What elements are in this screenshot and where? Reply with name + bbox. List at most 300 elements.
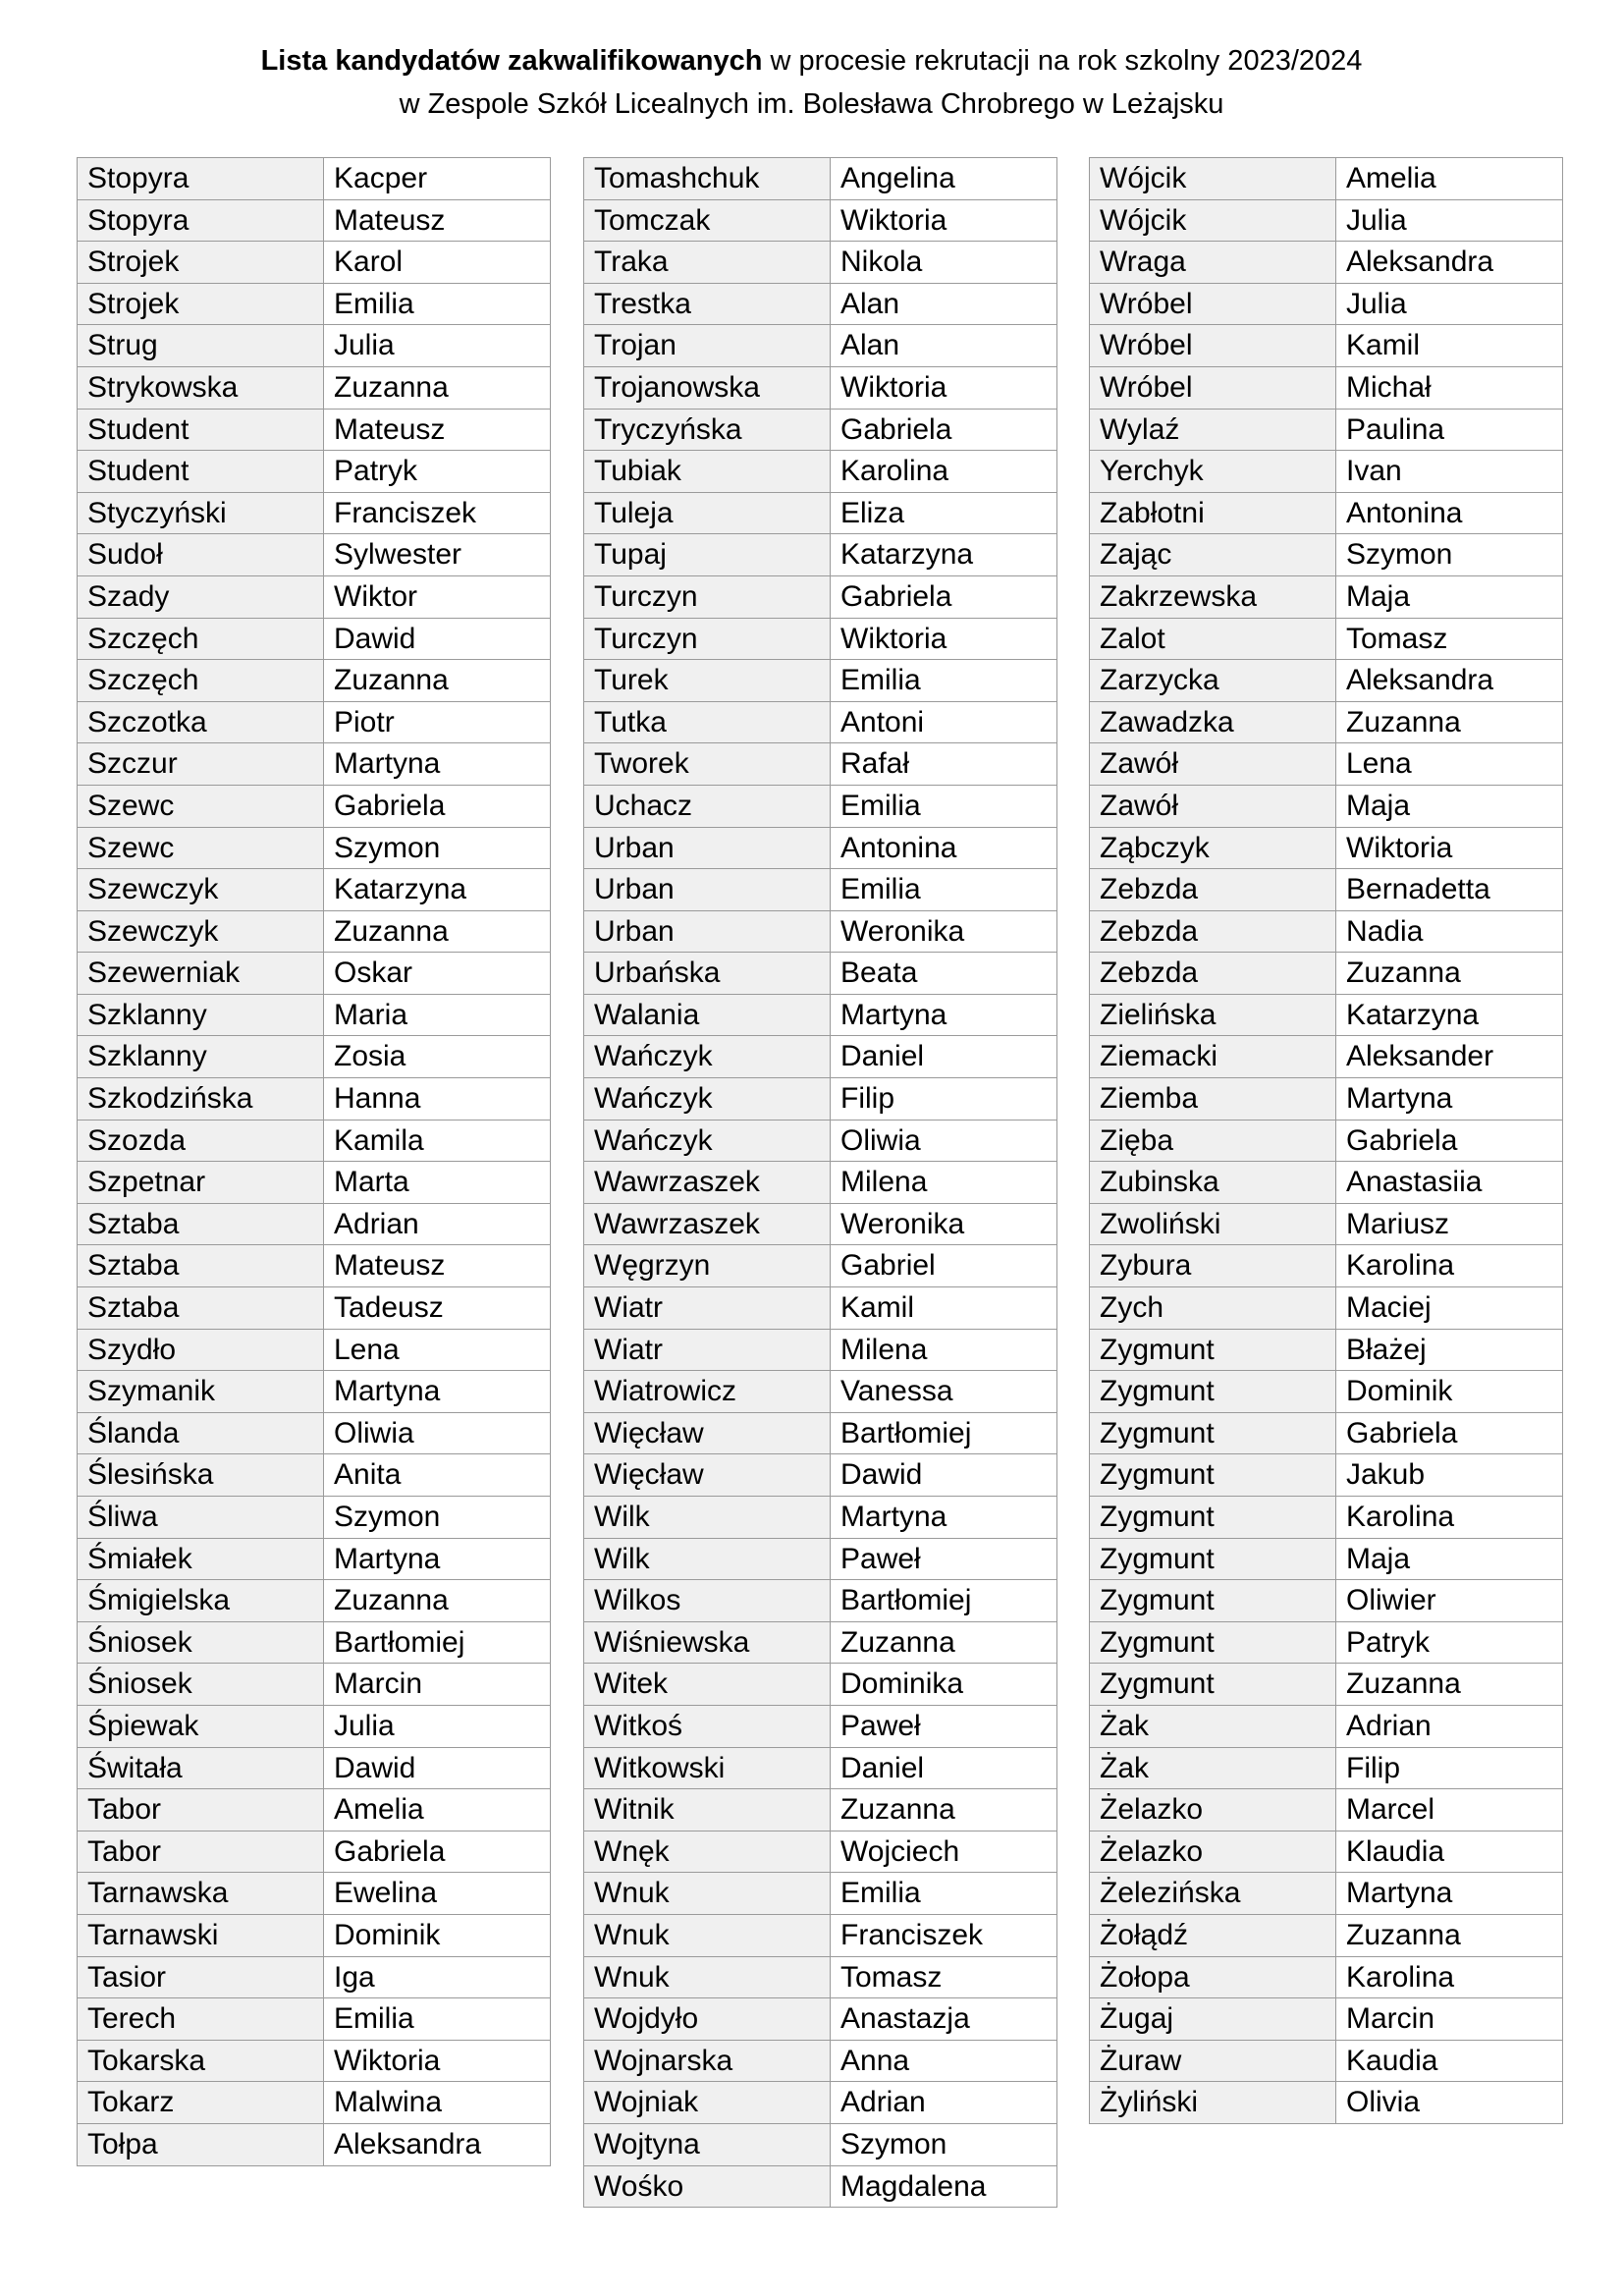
first-name-cell: Michał: [1336, 366, 1563, 409]
first-name-cell: Paulina: [1336, 409, 1563, 451]
first-name-cell: Gabriel: [831, 1245, 1057, 1287]
table-row: [1090, 1747, 1563, 1789]
first-name-cell: Amelia: [1336, 158, 1563, 200]
surname-cell: Uchacz: [584, 785, 831, 827]
surname-cell: Więcław: [584, 1412, 831, 1454]
first-name-cell: Maja: [1336, 1538, 1563, 1580]
first-name-cell: Zuzanna: [324, 660, 551, 702]
table-row: [78, 785, 551, 827]
surname-cell: Tubiak: [584, 451, 831, 493]
table-row: [584, 325, 1057, 367]
first-name-cell: Julia: [1336, 283, 1563, 325]
first-name-cell: Kamil: [831, 1287, 1057, 1330]
first-name-cell: Maria: [324, 994, 551, 1036]
first-name-cell: Gabriela: [1336, 1412, 1563, 1454]
table-row: [584, 283, 1057, 325]
first-name-cell: Emilia: [831, 660, 1057, 702]
surname-cell: Śmigielska: [78, 1580, 324, 1622]
table-row: [584, 409, 1057, 451]
first-name-cell: Iga: [324, 1956, 551, 1998]
surname-cell: Zych: [1090, 1287, 1336, 1330]
first-name-cell: Nikola: [831, 242, 1057, 284]
table-row: [584, 1538, 1057, 1580]
first-name-cell: Tadeusz: [324, 1287, 551, 1330]
table-row: [78, 199, 551, 242]
surname-cell: Szczęch: [78, 660, 324, 702]
first-name-cell: Oliwier: [1336, 1580, 1563, 1622]
first-name-cell: Alan: [831, 283, 1057, 325]
table-row: [584, 1998, 1057, 2041]
table-row: [78, 1998, 551, 2041]
first-name-cell: Oskar: [324, 953, 551, 995]
surname-cell: Tryczyńska: [584, 409, 831, 451]
table-row: [78, 701, 551, 743]
surname-cell: Wójcik: [1090, 199, 1336, 242]
table-row: [584, 366, 1057, 409]
first-name-cell: Martyna: [324, 1371, 551, 1413]
surname-cell: Sudoł: [78, 534, 324, 576]
surname-cell: Zalot: [1090, 618, 1336, 660]
surname-cell: Zubinska: [1090, 1162, 1336, 1204]
table-row: [78, 1831, 551, 1873]
table-row: [1090, 1956, 1563, 1998]
table-body: [1090, 158, 1563, 2124]
table-row: [1090, 451, 1563, 493]
surname-cell: Zygmunt: [1090, 1580, 1336, 1622]
surname-cell: Tabor: [78, 1831, 324, 1873]
table-row: [1090, 1789, 1563, 1831]
candidates-table-column-1: [77, 157, 551, 2166]
table-row: [584, 1120, 1057, 1162]
first-name-cell: Martyna: [1336, 1873, 1563, 1915]
first-name-cell: Patryk: [1336, 1621, 1563, 1664]
first-name-cell: Aleksandra: [1336, 660, 1563, 702]
document-subtitle: w Zespole Szkół Licealnych im. Bolesława Chrobrego w Leżajsku: [399, 88, 1224, 120]
first-name-cell: Lena: [324, 1329, 551, 1371]
first-name-cell: Karolina: [831, 451, 1057, 493]
table-row: [1090, 1412, 1563, 1454]
table-row: [1090, 1036, 1563, 1078]
surname-cell: Wojnarska: [584, 2040, 831, 2082]
surname-cell: Węgrzyn: [584, 1245, 831, 1287]
surname-cell: Wójcik: [1090, 158, 1336, 200]
first-name-cell: Szymon: [1336, 534, 1563, 576]
first-name-cell: Oliwia: [324, 1412, 551, 1454]
table-row: [584, 701, 1057, 743]
first-name-cell: Gabriela: [831, 409, 1057, 451]
table-row: [1090, 158, 1563, 200]
table-row: [584, 953, 1057, 995]
table-row: [78, 1412, 551, 1454]
first-name-cell: Katarzyna: [324, 869, 551, 911]
table-row: [78, 409, 551, 451]
first-name-cell: Karolina: [1336, 1497, 1563, 1539]
first-name-cell: Wiktoria: [1336, 827, 1563, 869]
first-name-cell: Dominik: [1336, 1371, 1563, 1413]
first-name-cell: Filip: [1336, 1747, 1563, 1789]
table-row: [78, 158, 551, 200]
surname-cell: Szewc: [78, 785, 324, 827]
candidates-table-column-2: [583, 157, 1057, 2208]
surname-cell: Żołądź: [1090, 1914, 1336, 1956]
surname-cell: Śliwa: [78, 1497, 324, 1539]
first-name-cell: Zuzanna: [831, 1789, 1057, 1831]
first-name-cell: Antonina: [1336, 492, 1563, 534]
first-name-cell: Martyna: [831, 1497, 1057, 1539]
table-row: [584, 910, 1057, 953]
first-name-cell: Dawid: [831, 1454, 1057, 1497]
first-name-cell: Julia: [324, 325, 551, 367]
first-name-cell: Wiktoria: [831, 618, 1057, 660]
table-row: [78, 1580, 551, 1622]
surname-cell: Zięba: [1090, 1120, 1336, 1162]
first-name-cell: Karolina: [1336, 1245, 1563, 1287]
first-name-cell: Emilia: [831, 785, 1057, 827]
first-name-cell: Tomasz: [1336, 618, 1563, 660]
table-row: [1090, 1873, 1563, 1915]
surname-cell: Tuleja: [584, 492, 831, 534]
surname-cell: Tołpa: [78, 2123, 324, 2165]
surname-cell: Wnuk: [584, 1873, 831, 1915]
first-name-cell: Jakub: [1336, 1454, 1563, 1497]
surname-cell: Tokarz: [78, 2082, 324, 2124]
surname-cell: Tasior: [78, 1956, 324, 1998]
surname-cell: Trestka: [584, 283, 831, 325]
surname-cell: Zygmunt: [1090, 1412, 1336, 1454]
first-name-cell: Zuzanna: [1336, 953, 1563, 995]
table-row: [1090, 242, 1563, 284]
table-row: [584, 1873, 1057, 1915]
document-title: [0, 39, 1623, 82]
first-name-cell: Kamila: [324, 1120, 551, 1162]
surname-cell: Terech: [78, 1998, 324, 2041]
surname-cell: Żugaj: [1090, 1998, 1336, 2041]
table-row: [584, 158, 1057, 200]
first-name-cell: Katarzyna: [831, 534, 1057, 576]
first-name-cell: Ivan: [1336, 451, 1563, 493]
first-name-cell: Amelia: [324, 1789, 551, 1831]
table-row: [1090, 283, 1563, 325]
surname-cell: Tarnawski: [78, 1914, 324, 1956]
surname-cell: Szymanik: [78, 1371, 324, 1413]
table-row: [584, 743, 1057, 786]
first-name-cell: Bartłomiej: [324, 1621, 551, 1664]
surname-cell: Wróbel: [1090, 366, 1336, 409]
first-name-cell: Błażej: [1336, 1329, 1563, 1371]
first-name-cell: Martyna: [1336, 1078, 1563, 1121]
table-row: [1090, 409, 1563, 451]
candidates-table-column-3: [1089, 157, 1563, 2124]
surname-cell: Urbańska: [584, 953, 831, 995]
table-row: [78, 743, 551, 786]
first-name-cell: Piotr: [324, 701, 551, 743]
table-row: [584, 1956, 1057, 1998]
first-name-cell: Mateusz: [324, 199, 551, 242]
surname-cell: Zygmunt: [1090, 1664, 1336, 1706]
surname-cell: Wiatrowicz: [584, 1371, 831, 1413]
table-row: [1090, 827, 1563, 869]
table-row: [1090, 1664, 1563, 1706]
table-row: [78, 2082, 551, 2124]
first-name-cell: Malwina: [324, 2082, 551, 2124]
table-row: [584, 1412, 1057, 1454]
surname-cell: Wawrzaszek: [584, 1162, 831, 1204]
first-name-cell: Bernadetta: [1336, 869, 1563, 911]
table-row: [1090, 366, 1563, 409]
table-row: [1090, 492, 1563, 534]
table-body: [584, 158, 1057, 2208]
surname-cell: Urban: [584, 869, 831, 911]
table-row: [1090, 1287, 1563, 1330]
surname-cell: Strojek: [78, 242, 324, 284]
table-row: [1090, 1245, 1563, 1287]
table-row: [78, 1497, 551, 1539]
surname-cell: Wańczyk: [584, 1120, 831, 1162]
first-name-cell: Wiktor: [324, 575, 551, 618]
surname-cell: Sztaba: [78, 1287, 324, 1330]
table-row: [78, 869, 551, 911]
surname-cell: Śniosek: [78, 1621, 324, 1664]
first-name-cell: Filip: [831, 1078, 1057, 1121]
surname-cell: Zwoliński: [1090, 1203, 1336, 1245]
first-name-cell: Wiktoria: [324, 2040, 551, 2082]
surname-cell: Szewczyk: [78, 910, 324, 953]
first-name-cell: Kaudia: [1336, 2040, 1563, 2082]
surname-cell: Szydło: [78, 1329, 324, 1371]
surname-cell: Ząbczyk: [1090, 827, 1336, 869]
surname-cell: Wylaź: [1090, 409, 1336, 451]
surname-cell: Wańczyk: [584, 1078, 831, 1121]
first-name-cell: Nadia: [1336, 910, 1563, 953]
surname-cell: Tomashchuk: [584, 158, 831, 200]
first-name-cell: Paweł: [831, 1705, 1057, 1747]
first-name-cell: Adrian: [831, 2082, 1057, 2124]
surname-cell: Wróbel: [1090, 283, 1336, 325]
surname-cell: Wnuk: [584, 1956, 831, 1998]
surname-cell: Wiśniewska: [584, 1621, 831, 1664]
first-name-cell: Rafał: [831, 743, 1057, 786]
surname-cell: Szczur: [78, 743, 324, 786]
surname-cell: Zarzycka: [1090, 660, 1336, 702]
first-name-cell: Weronika: [831, 910, 1057, 953]
surname-cell: Traka: [584, 242, 831, 284]
first-name-cell: Milena: [831, 1162, 1057, 1204]
surname-cell: Wilkos: [584, 1580, 831, 1622]
first-name-cell: Alan: [831, 325, 1057, 367]
table-row: [78, 1371, 551, 1413]
surname-cell: Ziemba: [1090, 1078, 1336, 1121]
surname-cell: Wilk: [584, 1538, 831, 1580]
surname-cell: Szozda: [78, 1120, 324, 1162]
table-row: [584, 1162, 1057, 1204]
table-row: [584, 994, 1057, 1036]
first-name-cell: Zuzanna: [324, 1580, 551, 1622]
table-row: [78, 242, 551, 284]
surname-cell: Żelazko: [1090, 1831, 1336, 1873]
surname-cell: Śniosek: [78, 1664, 324, 1706]
table-row: [78, 994, 551, 1036]
surname-cell: Student: [78, 451, 324, 493]
surname-cell: Witnik: [584, 1789, 831, 1831]
table-row: [1090, 575, 1563, 618]
table-row: [584, 1705, 1057, 1747]
surname-cell: Wawrzaszek: [584, 1203, 831, 1245]
surname-cell: Więcław: [584, 1454, 831, 1497]
first-name-cell: Dawid: [324, 618, 551, 660]
surname-cell: Urban: [584, 910, 831, 953]
first-name-cell: Gabriela: [831, 575, 1057, 618]
first-name-cell: Emilia: [831, 869, 1057, 911]
surname-cell: Żak: [1090, 1705, 1336, 1747]
surname-cell: Żuraw: [1090, 2040, 1336, 2082]
table-row: [1090, 660, 1563, 702]
surname-cell: Stopyra: [78, 158, 324, 200]
table-row: [584, 1747, 1057, 1789]
surname-cell: Zygmunt: [1090, 1621, 1336, 1664]
table-row: [1090, 701, 1563, 743]
first-name-cell: Maja: [1336, 785, 1563, 827]
table-row: [584, 575, 1057, 618]
surname-cell: Szkodzińska: [78, 1078, 324, 1121]
surname-cell: Tokarska: [78, 2040, 324, 2082]
table-row: [584, 827, 1057, 869]
first-name-cell: Bartłomiej: [831, 1580, 1057, 1622]
first-name-cell: Zuzanna: [324, 366, 551, 409]
table-row: [1090, 869, 1563, 911]
table-row: [78, 827, 551, 869]
surname-cell: Wróbel: [1090, 325, 1336, 367]
first-name-cell: Daniel: [831, 1747, 1057, 1789]
surname-cell: Zygmunt: [1090, 1497, 1336, 1539]
surname-cell: Witkoś: [584, 1705, 831, 1747]
surname-cell: Szewerniak: [78, 953, 324, 995]
surname-cell: Zakrzewska: [1090, 575, 1336, 618]
surname-cell: Żołopa: [1090, 1956, 1336, 1998]
first-name-cell: Dawid: [324, 1747, 551, 1789]
table-row: [78, 660, 551, 702]
document-title-rest: w procesie rekrutacji na rok szkolny 2023/2024: [762, 45, 1363, 77]
table-row: [1090, 1914, 1563, 1956]
table-row: [584, 1831, 1057, 1873]
table-row: [1090, 1538, 1563, 1580]
first-name-cell: Gabriela: [1336, 1120, 1563, 1162]
surname-cell: Ziemacki: [1090, 1036, 1336, 1078]
table-row: [584, 242, 1057, 284]
surname-cell: Wiatr: [584, 1287, 831, 1330]
first-name-cell: Franciszek: [324, 492, 551, 534]
first-name-cell: Mateusz: [324, 409, 551, 451]
table-row: [78, 1956, 551, 1998]
table-row: [1090, 1705, 1563, 1747]
first-name-cell: Julia: [1336, 199, 1563, 242]
surname-cell: Zawół: [1090, 743, 1336, 786]
surname-cell: Tutka: [584, 701, 831, 743]
first-name-cell: Klaudia: [1336, 1831, 1563, 1873]
surname-cell: Sztaba: [78, 1245, 324, 1287]
first-name-cell: Beata: [831, 953, 1057, 995]
document-header: [0, 39, 1623, 126]
table-row: [78, 1454, 551, 1497]
table-row: [584, 869, 1057, 911]
surname-cell: Szklanny: [78, 994, 324, 1036]
surname-cell: Strojek: [78, 283, 324, 325]
table-row: [1090, 1621, 1563, 1664]
first-name-cell: Sylwester: [324, 534, 551, 576]
first-name-cell: Angelina: [831, 158, 1057, 200]
first-name-cell: Vanessa: [831, 1371, 1057, 1413]
first-name-cell: Daniel: [831, 1036, 1057, 1078]
table-row: [1090, 325, 1563, 367]
table-row: [78, 1914, 551, 1956]
first-name-cell: Martyna: [324, 1538, 551, 1580]
table-row: [1090, 1831, 1563, 1873]
first-name-cell: Mariusz: [1336, 1203, 1563, 1245]
table-row: [78, 1873, 551, 1915]
surname-cell: Tupaj: [584, 534, 831, 576]
first-name-cell: Emilia: [324, 283, 551, 325]
surname-cell: Yerchyk: [1090, 451, 1336, 493]
surname-cell: Strykowska: [78, 366, 324, 409]
table-row: [78, 1036, 551, 1078]
first-name-cell: Olivia: [1336, 2082, 1563, 2124]
first-name-cell: Oliwia: [831, 1120, 1057, 1162]
surname-cell: Żak: [1090, 1747, 1336, 1789]
table-row: [1090, 1078, 1563, 1121]
table-row: [78, 2040, 551, 2082]
surname-cell: Tworek: [584, 743, 831, 786]
table-row: [78, 1245, 551, 1287]
first-name-cell: Emilia: [831, 1873, 1057, 1915]
table-row: [584, 1329, 1057, 1371]
surname-cell: Zebzda: [1090, 869, 1336, 911]
table-row: [1090, 1497, 1563, 1539]
first-name-cell: Hanna: [324, 1078, 551, 1121]
first-name-cell: Antoni: [831, 701, 1057, 743]
surname-cell: Witkowski: [584, 1747, 831, 1789]
surname-cell: Zając: [1090, 534, 1336, 576]
first-name-cell: Franciszek: [831, 1914, 1057, 1956]
first-name-cell: Zuzanna: [1336, 1914, 1563, 1956]
surname-cell: Śpiewak: [78, 1705, 324, 1747]
surname-cell: Żelezińska: [1090, 1873, 1336, 1915]
first-name-cell: Zuzanna: [324, 910, 551, 953]
surname-cell: Szewczyk: [78, 869, 324, 911]
table-row: [78, 534, 551, 576]
table-row: [584, 2040, 1057, 2082]
first-name-cell: Tomasz: [831, 1956, 1057, 1998]
surname-cell: Wilk: [584, 1497, 831, 1539]
first-name-cell: Wiktoria: [831, 199, 1057, 242]
surname-cell: Ślesińska: [78, 1454, 324, 1497]
first-name-cell: Zuzanna: [1336, 701, 1563, 743]
table-row: [1090, 1203, 1563, 1245]
table-row: [1090, 785, 1563, 827]
table-row: [584, 199, 1057, 242]
surname-cell: Żelazko: [1090, 1789, 1336, 1831]
surname-cell: Trojanowska: [584, 366, 831, 409]
first-name-cell: Eliza: [831, 492, 1057, 534]
first-name-cell: Anna: [831, 2040, 1057, 2082]
surname-cell: Śmiałek: [78, 1538, 324, 1580]
surname-cell: Wraga: [1090, 242, 1336, 284]
first-name-cell: Marcin: [1336, 1998, 1563, 2041]
surname-cell: Zawadzka: [1090, 701, 1336, 743]
first-name-cell: Anita: [324, 1454, 551, 1497]
surname-cell: Wańczyk: [584, 1036, 831, 1078]
first-name-cell: Weronika: [831, 1203, 1057, 1245]
first-name-cell: Ewelina: [324, 1873, 551, 1915]
table-row: [1090, 618, 1563, 660]
